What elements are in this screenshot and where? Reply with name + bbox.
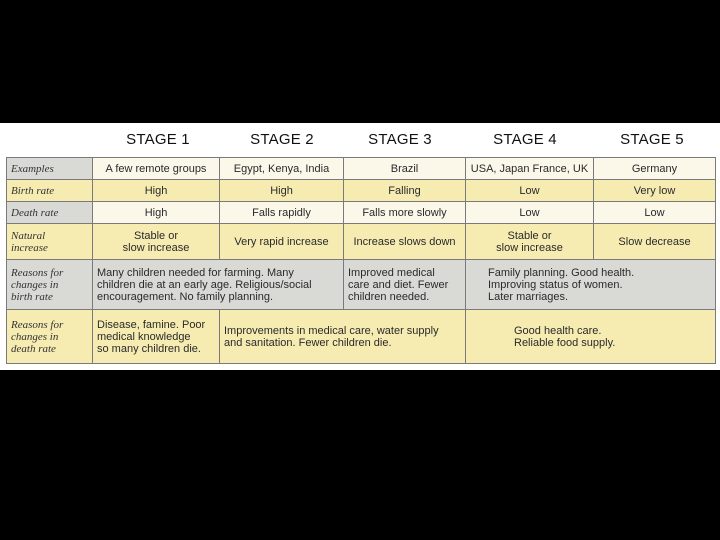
row-label-line: increase (11, 241, 48, 254)
cell-line: Improving status of women. (488, 278, 623, 291)
table-row-birth-rate (7, 180, 716, 202)
cell-examples-stage1: A few remote groups (93, 158, 220, 180)
cell-reasons-death-stage2-3 (220, 310, 466, 364)
cell-line: Disease, famine. Poor (97, 318, 206, 331)
cell-natural-increase-stage2: Very rapid increase (220, 224, 344, 260)
cell-line: Many children needed for farming. Many (97, 266, 294, 279)
cell-death-rate-stage2: Falls rapidly (220, 202, 344, 224)
row-label-death-rate: Death rate (7, 202, 93, 224)
cell-birth-rate-stage4: Low (466, 180, 594, 202)
cell-line: children die at an early age. Religious/social (97, 278, 312, 291)
table-row-death-rate (7, 202, 716, 224)
row-label-line: Reasons for (11, 266, 64, 279)
cell-line: care and diet. Fewer (348, 278, 449, 291)
row-label-line: death rate (11, 342, 56, 355)
cell-examples-stage5: Germany (594, 158, 716, 180)
cell-line: so many children die. (97, 342, 201, 355)
cell-death-rate-stage5: Low (594, 202, 716, 224)
row-label-line: Reasons for (11, 318, 64, 331)
stage-2-header: STAGE 2 (250, 131, 314, 148)
stage-5-header: STAGE 5 (620, 131, 684, 148)
row-label-line: Natural (11, 229, 46, 242)
cell-line: and sanitation. Fewer children die. (224, 336, 392, 349)
stage-1-header: STAGE 1 (126, 131, 190, 148)
cell-birth-rate-stage1: High (93, 180, 220, 202)
row-label-birth-rate: Birth rate (7, 180, 93, 202)
cell-death-rate-stage4: Low (466, 202, 594, 224)
table-row-natural-increase (7, 224, 716, 260)
stage-4-header: STAGE 4 (493, 131, 557, 148)
cell-examples-stage4: USA, Japan France, UK (466, 158, 594, 180)
cell-line: slow increase (122, 241, 190, 254)
cell-line: Improved medical (348, 266, 435, 279)
cell-reasons-birth-stage4-5 (466, 260, 716, 310)
cell-reasons-birth-stage1-2 (93, 260, 344, 310)
table-row-reasons-death-rate (7, 310, 716, 364)
cell-natural-increase-stage4 (466, 224, 594, 260)
cell-natural-increase-stage5: Slow decrease (594, 224, 716, 260)
cell-death-rate-stage3: Falls more slowly (344, 202, 466, 224)
row-label-examples: Examples (7, 158, 93, 180)
cell-line: Later marriages. (488, 290, 569, 303)
cell-birth-rate-stage3: Falling (344, 180, 466, 202)
cell-reasons-birth-stage3 (344, 260, 466, 310)
cell-line: Good health care. (514, 324, 602, 337)
demographic-transition-table (6, 157, 716, 364)
cell-line: medical knowledge (97, 330, 191, 343)
cell-examples-stage2: Egypt, Kenya, India (220, 158, 344, 180)
row-label-line: changes in (11, 278, 59, 291)
cell-line: encouragement. No family planning. (97, 290, 274, 303)
cell-line: Stable or (133, 229, 179, 242)
cell-line: Reliable food supply. (514, 336, 616, 349)
cell-line: children needed. (348, 290, 430, 303)
row-label-natural-increase (7, 224, 93, 260)
cell-reasons-death-stage4-5 (466, 310, 716, 364)
cell-natural-increase-stage1 (93, 224, 220, 260)
cell-reasons-death-stage1 (93, 310, 220, 364)
cell-line: Family planning. Good health. (488, 266, 635, 279)
cell-birth-rate-stage2: High (220, 180, 344, 202)
row-label-reasons-death-rate (7, 310, 93, 364)
table-row-reasons-birth-rate (7, 260, 716, 310)
cell-birth-rate-stage5: Very low (594, 180, 716, 202)
cell-natural-increase-stage3: Increase slows down (344, 224, 466, 260)
row-label-line: changes in (11, 330, 59, 343)
cell-line: Improvements in medical care, water supply (224, 324, 439, 337)
stage-3-header: STAGE 3 (368, 131, 432, 148)
row-label-line: birth rate (11, 290, 53, 303)
row-label-reasons-birth-rate (7, 260, 93, 310)
cell-death-rate-stage1: High (93, 202, 220, 224)
cell-line: Stable or (507, 229, 552, 242)
cell-line: slow increase (496, 241, 563, 254)
cell-examples-stage3: Brazil (344, 158, 466, 180)
table-row-examples (7, 158, 716, 180)
